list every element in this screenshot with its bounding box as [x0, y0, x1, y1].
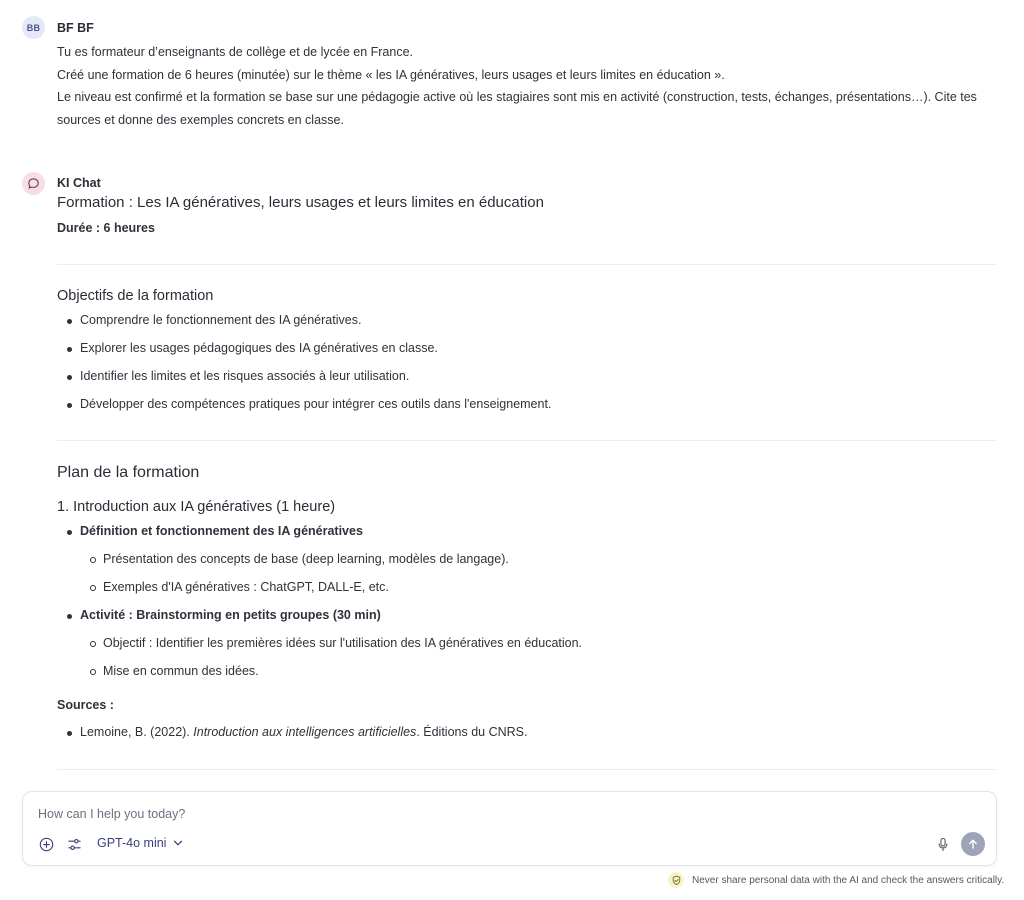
- plan-heading: Plan de la formation: [57, 464, 200, 481]
- user-author-name: BF BF: [57, 21, 94, 35]
- duration-text: Durée : 6 heures: [57, 221, 155, 235]
- user-message-line: Le niveau est confirmé et la formation se base sur une pédagogie active où les stagiaires sont mis en activité (construction, tests, échanges, présentations…). Cite tes sources et donne des exemples concrets en classe.: [57, 90, 977, 127]
- model-name: GPT-4o mini: [97, 836, 167, 850]
- plan-item: Définition et fonctionnement des IA génératives: [80, 524, 363, 538]
- divider: [57, 440, 997, 441]
- chevron-down-icon: [172, 837, 184, 849]
- bullet: [67, 403, 72, 408]
- user-message-text: [57, 41, 1002, 131]
- objective-item: Comprendre le fonctionnement des IA génératives.: [80, 313, 362, 327]
- divider: [57, 264, 997, 265]
- bullet: [67, 347, 72, 352]
- sources-label: Sources :: [57, 698, 114, 712]
- microphone-icon: [936, 837, 950, 852]
- send-button[interactable]: [961, 832, 985, 856]
- sliders-icon: [67, 837, 82, 852]
- add-attachment-button[interactable]: [38, 836, 54, 852]
- disclaimer-text: Never share personal data with the AI and check the answers critically.: [692, 874, 1005, 886]
- sub-bullet: [90, 669, 96, 675]
- chat-bubble-icon: [27, 177, 40, 190]
- plan-subitem: Exemples d'IA génératives : ChatGPT, DALL-E, etc.: [103, 580, 389, 594]
- privacy-disclaimer: [668, 872, 1004, 888]
- user-message-line: Créé une formation de 6 heures (minutée) sur le thème « les IA génératives, leurs usages et leurs limites en éducation ».: [57, 67, 725, 82]
- sub-bullet: [90, 585, 96, 591]
- source-title: Introduction aux intelligences artificielles: [193, 725, 417, 739]
- bullet: [67, 319, 72, 324]
- plus-circle-icon: [39, 837, 54, 852]
- assistant-avatar: [22, 172, 45, 195]
- sub-bullet: [90, 641, 96, 647]
- source-item: [80, 725, 527, 739]
- plan-subitem: Mise en commun des idées.: [103, 664, 259, 678]
- user-avatar: BB: [22, 16, 45, 39]
- objective-item: Développer des compétences pratiques pour intégrer ces outils dans l'enseignement.: [80, 397, 552, 411]
- objectives-heading: Objectifs de la formation: [57, 288, 214, 304]
- sub-bullet: [90, 557, 96, 563]
- source-prefix: Lemoine, B. (2022).: [80, 725, 194, 739]
- arrow-up-icon: [967, 838, 979, 850]
- bullet: [67, 530, 72, 535]
- assistant-author-name: KI Chat: [57, 176, 101, 190]
- voice-input-button[interactable]: [935, 836, 951, 852]
- plan-item: Activité : Brainstorming en petits groupes (30 min): [80, 608, 381, 622]
- chat-composer: [22, 791, 997, 866]
- section-heading: 1. Introduction aux IA génératives (1 heure): [57, 499, 336, 515]
- settings-button[interactable]: [66, 836, 82, 852]
- source-suffix: . Éditions du CNRS.: [416, 725, 528, 739]
- bullet: [67, 614, 72, 619]
- objective-item: Explorer les usages pédagogiques des IA génératives en classe.: [80, 341, 438, 355]
- plan-subitem: Présentation des concepts de base (deep learning, modèles de langage).: [103, 552, 509, 566]
- objective-item: Identifier les limites et les risques associés à leur utilisation.: [80, 369, 410, 383]
- plan-subitem: Objectif : Identifier les premières idées sur l'utilisation des IA génératives en éducation.: [103, 636, 583, 650]
- bullet: [67, 375, 72, 380]
- response-title: Formation : Les IA génératives, leurs usages et leurs limites en éducation: [57, 194, 544, 211]
- divider: [57, 769, 997, 770]
- message-input[interactable]: [38, 804, 838, 824]
- shield-check-icon: [668, 872, 684, 888]
- model-selector[interactable]: [97, 836, 184, 850]
- user-message-line: Tu es formateur d’enseignants de collège et de lycée en France.: [57, 45, 413, 59]
- bullet: [67, 731, 72, 736]
